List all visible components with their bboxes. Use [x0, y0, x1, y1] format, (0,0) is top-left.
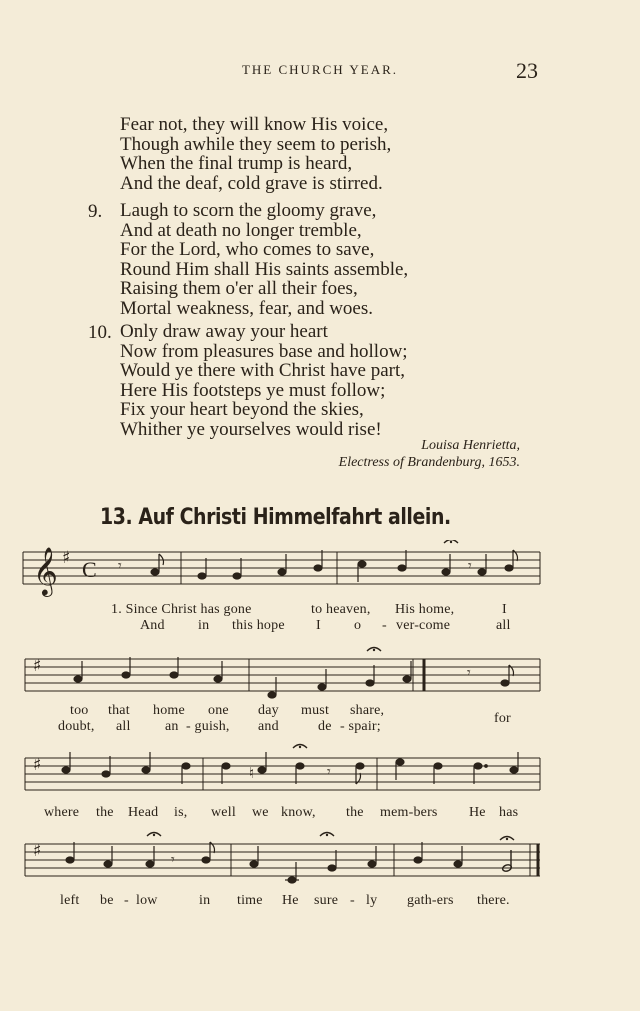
lyric-syllable: His home, [395, 602, 455, 617]
lyric-syllable: must [301, 703, 330, 718]
lyric-syllable: an [165, 719, 179, 734]
lyric-syllable: day [258, 703, 279, 718]
music-staff-2 [0, 645, 640, 705]
staff-notation [0, 828, 640, 894]
lyric-syllable: mem-bers [380, 805, 438, 820]
stanza-9 [120, 201, 408, 318]
lyric-syllable: ly [366, 893, 378, 908]
svg-text:♯: ♯ [33, 656, 42, 676]
lyric-syllable: we [252, 805, 269, 820]
lyric-syllable: home [153, 703, 185, 718]
lyric-syllable: one [208, 703, 229, 718]
lyric-syllable: has [499, 805, 519, 820]
lyric-syllable: low [136, 893, 158, 908]
stanza-8 [120, 115, 391, 193]
svg-text:𝄾: 𝄾 [467, 665, 471, 681]
svg-text:C: C [82, 557, 97, 582]
attribution-author: Louisa Henrietta, [421, 438, 520, 453]
poem-line: Raising them o'er all their foes, [120, 278, 358, 299]
page-number: 23 [516, 58, 538, 83]
staff-notation [0, 742, 640, 802]
lyric-syllable: o [354, 618, 362, 633]
lyric-syllable: - spair; [340, 719, 381, 734]
poem-line: Mortal weakness, fear, and woes. [120, 297, 374, 319]
stanza-number: 9. [88, 201, 103, 222]
svg-text:𝄾: 𝄾 [468, 558, 472, 574]
svg-text:𝄾: 𝄾 [171, 852, 175, 868]
lyric-syllable: ver-come [396, 618, 451, 633]
poem-line: And at death no longer tremble, [120, 219, 362, 241]
poem-line: Round Him shall His saints assemble, [120, 258, 409, 280]
lyric-syllable: gath-ers [407, 893, 454, 908]
lyric-syllable: Head [128, 805, 159, 820]
poem-line: Only draw away your heart [120, 321, 328, 342]
poem-line: Laugh to scorn the gloomy grave, [120, 200, 377, 221]
lyric-syllable: all [116, 719, 131, 734]
lyric-syllable: in [199, 893, 211, 908]
lyric-syllable: 1. Since Christ has gone [111, 602, 252, 617]
lyric-syllable: that [108, 703, 130, 718]
svg-text:♯: ♯ [33, 841, 42, 861]
svg-text:♯: ♯ [62, 548, 71, 568]
poem-line: Though awhile they seem to perish, [120, 133, 392, 155]
lyric-syllable: And [140, 618, 165, 633]
lyric-syllable: be [100, 893, 114, 908]
staff-notation [0, 540, 640, 606]
lyric-syllable: - [382, 618, 387, 633]
svg-text:𝄾: 𝄾 [327, 764, 331, 780]
lyric-syllable: - [350, 893, 355, 908]
poem-line: For the Lord, who comes to save, [120, 239, 375, 260]
poem-line: When the final trump is heard, [120, 153, 353, 174]
lyric-syllable: left [60, 893, 80, 908]
lyric-syllable: know, [281, 805, 316, 820]
lyric-syllable: - guish, [186, 719, 230, 734]
stanza-10 [120, 322, 408, 439]
lyric-syllable: for [494, 711, 511, 726]
music-staff-3 [0, 742, 640, 802]
lyric-syllable: the [346, 805, 364, 820]
treble-clef-icon: 𝄞 [33, 546, 58, 595]
music-staff-1 [0, 540, 640, 606]
lyric-syllable: sure [314, 893, 339, 908]
hymn-title: 13. Auf Christi Himmelfahrt allein. [100, 505, 451, 530]
svg-text:♯: ♯ [33, 755, 42, 775]
svg-text:𝄾: 𝄾 [118, 558, 122, 574]
lyric-syllable: well [211, 805, 236, 820]
poem-line: Would ye there with Christ have part, [120, 360, 405, 381]
poem-line: Here His footsteps ye must follow; [120, 379, 386, 401]
lyric-syllable: I [502, 602, 507, 617]
svg-text:♮: ♮ [249, 764, 255, 782]
staff-notation [0, 645, 640, 705]
attribution-title: Electress of Brandenburg, 1653. [338, 455, 520, 470]
lyric-syllable: time [237, 893, 263, 908]
poem-line: And the deaf, cold grave is stirred. [120, 172, 383, 194]
lyric-syllable: to heaven, [311, 602, 371, 617]
lyric-syllable: - [124, 893, 129, 908]
lyric-syllable: too [70, 703, 89, 718]
lyric-syllable: I [316, 618, 321, 633]
poem-line: Fear not, they will know His voice, [120, 114, 389, 135]
lyric-syllable: doubt, [58, 719, 95, 734]
lyric-syllable: where [44, 805, 80, 820]
lyric-syllable: in [198, 618, 210, 633]
stanza-number: 10. [88, 322, 112, 343]
lyric-syllable: the [96, 805, 114, 820]
lyric-syllable: all [496, 618, 511, 633]
lyric-syllable: He [469, 805, 486, 820]
music-staff-4 [0, 828, 640, 894]
lyric-syllable: this hope [232, 618, 285, 633]
poem-line: Whither ye yourselves would rise! [120, 418, 382, 440]
poem-line: Now from pleasures base and hollow; [120, 340, 408, 362]
lyric-syllable: and [258, 719, 279, 734]
lyric-syllable: He [282, 893, 299, 908]
lyric-syllable: share, [350, 703, 385, 718]
lyric-syllable: is, [174, 805, 188, 820]
running-head: THE CHURCH YEAR. [241, 62, 399, 77]
poem-line: Fix your heart beyond the skies, [120, 399, 364, 420]
lyric-syllable: de [318, 719, 332, 734]
lyric-syllable: there. [477, 893, 510, 908]
